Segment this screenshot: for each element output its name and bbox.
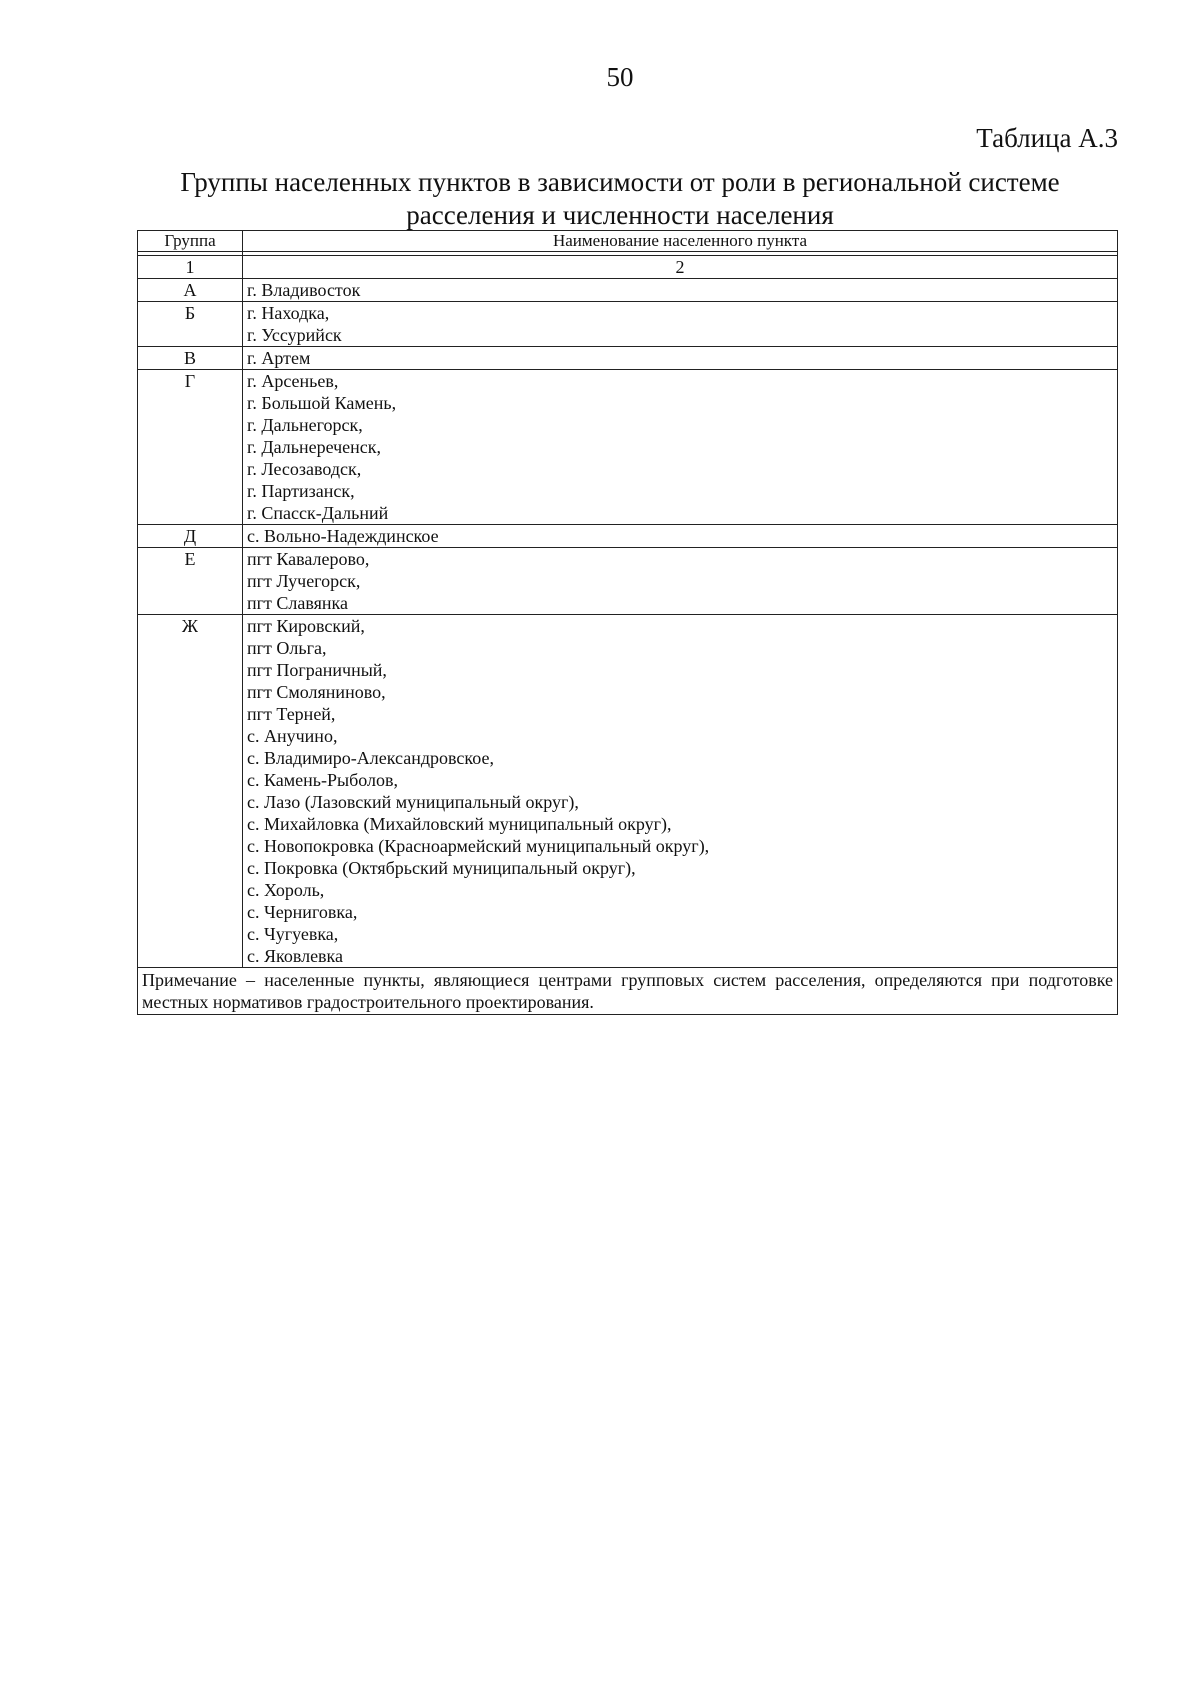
settlement-name: с. Хороль,	[247, 880, 325, 900]
settlement-name: с. Анучино,	[247, 726, 338, 746]
settlement-name: с. Черниговка,	[247, 902, 358, 922]
settlement-name: пгт Славянка	[247, 593, 348, 613]
settlement-name: пгт Смоляниново,	[247, 682, 386, 702]
settlement-name: с. Михайловка (Михайловский муниципальный округ),	[247, 814, 672, 834]
page-number: 50	[606, 62, 634, 92]
settlement-name: г. Спасск-Дальний	[247, 503, 389, 523]
settlement-names-cell	[243, 525, 1118, 548]
settlement-name: пгт Кировский,	[247, 616, 365, 636]
settlement-name: пгт Кавалерово,	[247, 549, 370, 569]
settlement-name: пгт Лучегорск,	[247, 571, 361, 591]
document-title	[120, 166, 1120, 232]
settlement-name: г. Дальнереченск,	[247, 437, 382, 457]
settlement-groups-table	[137, 230, 1118, 1015]
settlement-name: с. Чугуевка,	[247, 924, 339, 944]
settlement-name: с. Лазо (Лазовский муниципальный округ),	[247, 792, 579, 812]
settlement-name: пгт Ольга,	[247, 638, 327, 658]
table-header-row	[138, 231, 1118, 252]
settlement-name: с. Камень-Рыболов,	[247, 770, 398, 790]
group-cell: Ж	[138, 615, 243, 968]
table-row	[138, 347, 1118, 370]
table-row	[138, 548, 1118, 615]
table-note: Примечание – населенные пункты, являющиеся центрами групповых систем расселения, определяются при подготовке местных нормативов градостроительного проектирования.	[138, 968, 1118, 1015]
column-number-2: 2	[243, 256, 1118, 279]
settlement-names-cell	[243, 615, 1118, 968]
settlement-names-cell	[243, 370, 1118, 525]
table-row	[138, 279, 1118, 302]
settlement-name: г. Артем	[247, 348, 311, 368]
group-cell: А	[138, 279, 243, 302]
settlement-name: г. Большой Камень,	[247, 393, 397, 413]
column-number-row	[138, 256, 1118, 279]
group-cell: Б	[138, 302, 243, 347]
settlement-name: г. Дальнегорск,	[247, 415, 363, 435]
note-row	[138, 968, 1118, 1015]
settlement-name: г. Находка,	[247, 303, 330, 323]
settlement-name: с. Вольно-Надеждинское	[247, 526, 439, 546]
settlement-name: с. Владимиро-Александровское,	[247, 748, 494, 768]
column-number-1: 1	[138, 256, 243, 279]
title-line-1: Группы населенных пунктов в зависимости от роли в региональной системе	[180, 167, 1060, 197]
settlement-names-cell	[243, 347, 1118, 370]
settlement-name: г. Уссурийск	[247, 325, 342, 345]
group-cell: Д	[138, 525, 243, 548]
table-row	[138, 615, 1118, 968]
settlement-name: с. Яковлевка	[247, 946, 344, 966]
settlement-name: г. Партизанск,	[247, 481, 355, 501]
group-cell: Г	[138, 370, 243, 525]
settlement-name: пгт Терней,	[247, 704, 336, 724]
settlement-name: г. Арсеньев,	[247, 371, 339, 391]
header-name: Наименование населенного пункта	[243, 231, 1118, 252]
header-group: Группа	[138, 231, 243, 252]
table-row	[138, 302, 1118, 347]
settlement-names-cell	[243, 279, 1118, 302]
table-row	[138, 370, 1118, 525]
settlement-names-cell	[243, 302, 1118, 347]
table-row	[138, 525, 1118, 548]
group-cell: Е	[138, 548, 243, 615]
settlement-name: пгт Пограничный,	[247, 660, 387, 680]
settlement-name: г. Лесозаводск,	[247, 459, 362, 479]
table-label: Таблица А.3	[976, 123, 1118, 153]
settlement-name: с. Покровка (Октябрьский муниципальный округ),	[247, 858, 636, 878]
settlement-names-cell	[243, 548, 1118, 615]
settlement-name: с. Новопокровка (Красноармейский муниципальный округ),	[247, 836, 710, 856]
title-line-2: расселения и численности населения	[406, 200, 834, 230]
group-cell: В	[138, 347, 243, 370]
settlement-name: г. Владивосток	[247, 280, 361, 300]
